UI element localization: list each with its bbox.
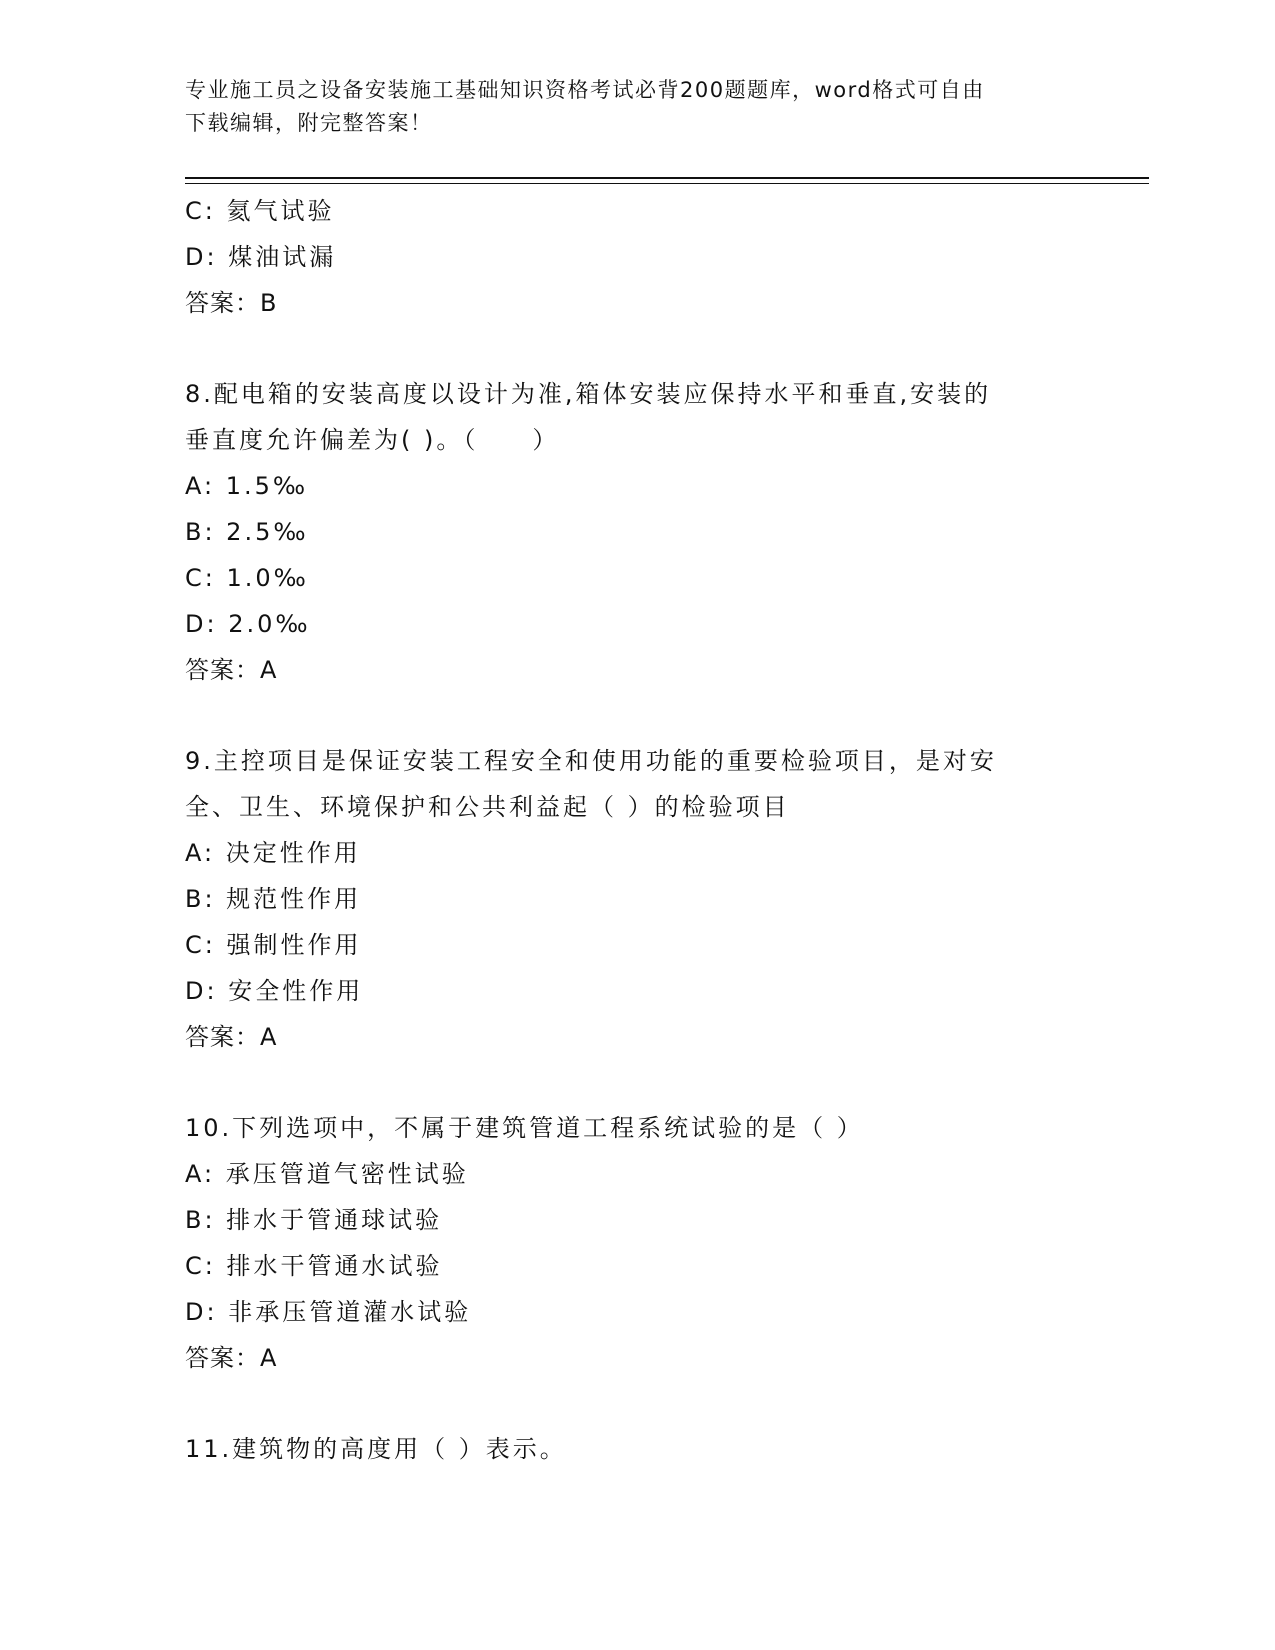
option-c: C: 氦气试验	[185, 197, 335, 225]
question-prev-block	[185, 188, 1149, 326]
question-text-line: 8.配电箱的安装高度以设计为准,箱体安装应保持水平和垂直,安装的	[185, 380, 992, 408]
question-list	[185, 188, 1149, 1472]
answer-label: 答案：A	[185, 1344, 278, 1372]
option-d: D: 2.0‰	[185, 610, 311, 638]
question-10	[185, 1105, 1149, 1381]
option-c: C: 排水干管通水试验	[185, 1252, 443, 1280]
question-text-line: 垂直度允许偏差为( )。（ ）	[185, 426, 560, 454]
answer-label: 答案：A	[185, 1023, 278, 1051]
option-d: D: 非承压管道灌水试验	[185, 1298, 472, 1326]
question-9	[185, 738, 1149, 1060]
header-divider-thick	[185, 177, 1149, 179]
option-c: C: 强制性作用	[185, 931, 362, 959]
header-line-1: 专业施工员之设备安装施工基础知识资格考试必背200题题库，word格式可自由	[185, 78, 985, 102]
option-b: B: 2.5‰	[185, 518, 309, 546]
option-b: B: 规范性作用	[185, 885, 362, 913]
option-d: D: 煤油试漏	[185, 243, 337, 271]
question-8	[185, 371, 1149, 693]
option-c: C: 1.0‰	[185, 564, 309, 592]
answer-label: 答案：B	[185, 289, 278, 317]
header-divider-thin	[185, 183, 1149, 184]
header-line-2: 下载编辑，附完整答案！	[185, 111, 433, 135]
question-11	[185, 1426, 1149, 1472]
document-header	[185, 74, 1065, 140]
question-text-line: 全、卫生、环境保护和公共利益起（ ）的检验项目	[185, 793, 790, 821]
option-a: A: 决定性作用	[185, 839, 361, 867]
option-d: D: 安全性作用	[185, 977, 364, 1005]
option-a: A: 1.5‰	[185, 472, 309, 500]
question-text-line: 10.下列选项中，不属于建筑管道工程系统试验的是（ ）	[185, 1114, 864, 1142]
question-text-line: 9.主控项目是保证安装工程安全和使用功能的重要检验项目，是对安	[185, 747, 997, 775]
question-text-line: 11.建筑物的高度用（ ）表示。	[185, 1435, 567, 1463]
answer-label: 答案：A	[185, 656, 278, 684]
option-a: A: 承压管道气密性试验	[185, 1160, 469, 1188]
option-b: B: 排水于管通球试验	[185, 1206, 443, 1234]
